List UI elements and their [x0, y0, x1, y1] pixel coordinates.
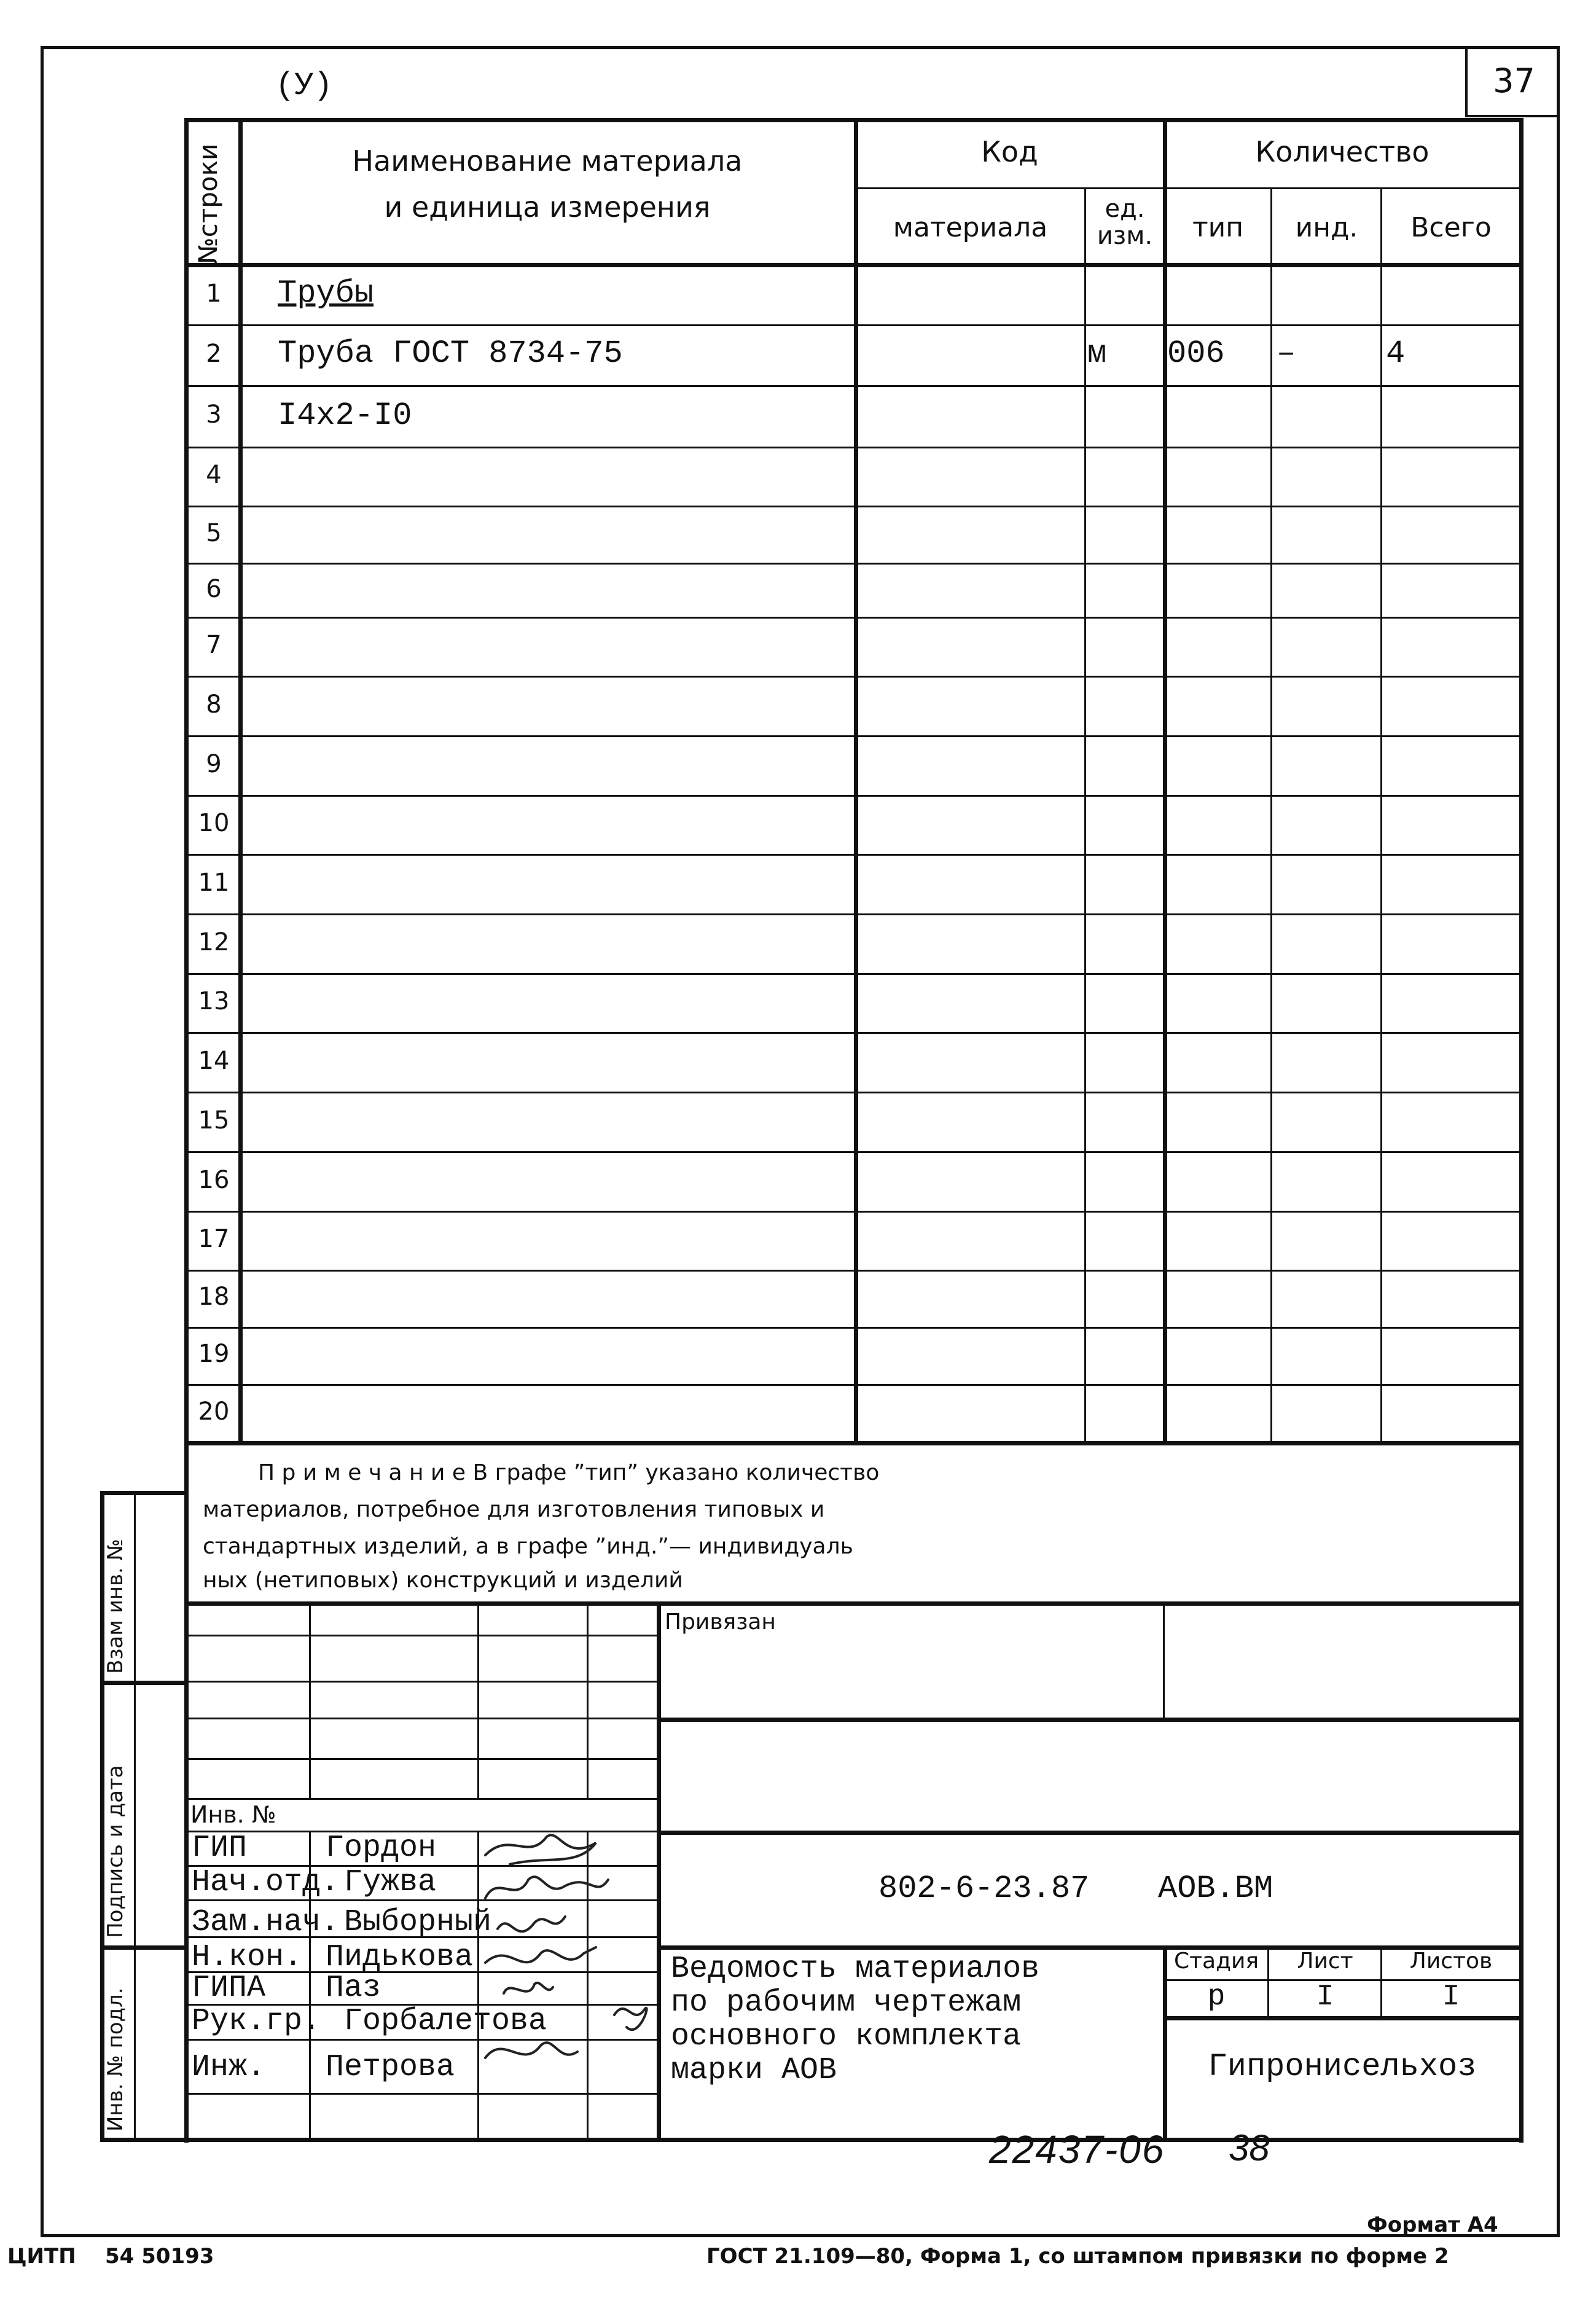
gost-reference: ГОСТ 21.109—80, Форма 1, со штампом привязки по форме 2 [706, 2244, 1449, 2269]
header-mid-line [854, 187, 1521, 189]
side-label-vzam: Взам инв. № [103, 1538, 128, 1674]
inv-no-label: Инв. № [190, 1801, 276, 1828]
row-number: 2 [206, 340, 222, 368]
staff-name: Горбалетова [344, 2004, 547, 2039]
row-line [184, 795, 1524, 797]
handwritten-code: 22437-06 [989, 2127, 1165, 2172]
row-ind: – [1277, 335, 1296, 372]
row-name: I4x2-I0 [278, 397, 412, 434]
table-right-border [1519, 118, 1524, 2143]
header-code-unit: ед. изм. [1097, 195, 1153, 250]
staff-role: Зам.нач. [192, 1905, 340, 1940]
title-line-2: по рабочим чертежам [671, 1985, 1022, 2020]
staff-role: Инж. [192, 2050, 266, 2085]
header-name-line1: Наименование материала [352, 144, 743, 178]
stamp-mid-divider [657, 1601, 661, 2138]
staff-row-line [184, 1798, 657, 1800]
staff-name: Гужва [344, 1865, 437, 1900]
page-number: 37 [1493, 61, 1535, 100]
document-mark: АОВ.ВМ [1158, 1871, 1273, 1907]
header-name-line2: и единица измерения [384, 190, 711, 224]
staff-role: Рук.гр. [192, 2004, 321, 2039]
row-number: 10 [198, 809, 230, 837]
row-number: 8 [206, 690, 222, 719]
header-quantity: Количество [1255, 135, 1430, 168]
header-row-number: №строки [193, 143, 223, 264]
stamp-top-line [184, 1601, 1524, 1606]
format-label: Формат А4 [1367, 2213, 1498, 2237]
side-label-podpis: Подпись и дата [103, 1765, 128, 1938]
col-line-ind-total [1380, 187, 1382, 1443]
row-number: 15 [198, 1106, 230, 1135]
row-line [184, 1092, 1524, 1093]
staff-name: Паз [326, 1971, 381, 2006]
row-number: 19 [198, 1340, 230, 1368]
staff-row-line [184, 1681, 657, 1683]
row-number: 4 [206, 461, 222, 489]
table-left-border [184, 118, 189, 2143]
signature-petrova [485, 2043, 577, 2058]
header-code: Код [981, 135, 1038, 168]
staff-row-line [184, 1718, 657, 1719]
stage-label: Стадия [1173, 1949, 1259, 1974]
staff-role: Н.кон. [192, 1940, 303, 1975]
signature-scribbles [473, 1831, 657, 2089]
signature-pidkova [485, 1947, 596, 1963]
row-number: 7 [206, 631, 222, 659]
row-line [184, 506, 1524, 507]
organization: Гипронисельхоз [1208, 2049, 1477, 2085]
side-strip-top [100, 1491, 186, 1495]
col-line-code-unit [1084, 187, 1086, 1443]
sheet-marker: (У) [275, 68, 333, 104]
row-line [184, 854, 1524, 856]
staff-role: ГИП [192, 1831, 248, 1866]
staff-row-line [184, 1635, 657, 1636]
staff-col-line [587, 1601, 589, 1798]
title-line-3: основного комплекта [671, 2019, 1022, 2054]
title-divider [1163, 1945, 1167, 2138]
row-line [184, 676, 1524, 678]
stage-value: р [1207, 1980, 1226, 2014]
staff-role: ГИПА [192, 1971, 266, 2006]
row-number: 1 [206, 280, 222, 308]
document-code: 802-6-23.87 [878, 1871, 1090, 1907]
row-name: Труба ГОСТ 8734-75 [278, 335, 623, 372]
side-strip-divider [100, 1681, 186, 1685]
row-type: 006 [1167, 335, 1225, 372]
row-number: 14 [198, 1047, 230, 1075]
row-number: 11 [198, 869, 230, 897]
row-total: 4 [1386, 335, 1406, 372]
staff-name: Петрова [326, 2050, 455, 2085]
header-qty-total: Всего [1410, 212, 1492, 243]
staff-name: Выборный [344, 1905, 492, 1940]
col-line-name [854, 118, 858, 1443]
sheets-label: Листов [1409, 1949, 1493, 1974]
staff-name: Пидькова [326, 1940, 474, 1975]
row-number: 5 [206, 519, 222, 547]
row-line [184, 913, 1524, 915]
row-line [184, 385, 1524, 387]
row-line [184, 447, 1524, 448]
stamp-bottom-line [100, 2138, 1524, 2142]
row-line [184, 563, 1524, 565]
signature-gordon [485, 1835, 596, 1864]
staff-row-line [184, 1758, 657, 1760]
note-line-4: ных (нетиповых) конструкций и изделий [203, 1568, 683, 1593]
staff-col-line [477, 1601, 479, 1798]
row-number: 9 [206, 750, 222, 778]
row-line [184, 1327, 1524, 1329]
row-number: 13 [198, 987, 230, 1015]
page-number-bottom [1465, 115, 1560, 117]
header-bottom-line [184, 263, 1524, 267]
title-line-1: Ведомость материалов [671, 1952, 1040, 1987]
row-line [184, 1151, 1524, 1153]
row-number: 12 [198, 928, 230, 956]
handwritten-page: 38 [1229, 2127, 1270, 2168]
staff-row-line [184, 2093, 657, 2095]
note-line-3: стандартных изделий, а в графе ”инд.”— индивидуаль [203, 1534, 853, 1559]
signature-guzhva [485, 1877, 608, 1898]
privyazan-divider [1163, 1601, 1165, 1718]
row-unit: м [1087, 335, 1107, 372]
header-qty-ind: инд. [1295, 212, 1358, 243]
row-name: Трубы [278, 275, 374, 311]
side-label-inv: Инв. № подл. [103, 1987, 128, 2132]
row-number: 16 [198, 1166, 230, 1194]
signature-gorbaletova [614, 2008, 647, 2030]
row-line [184, 735, 1524, 737]
row-number: 18 [198, 1283, 230, 1311]
header-qty-type: тип [1192, 212, 1243, 243]
sheets-value: I [1442, 1980, 1460, 2014]
note-line-1: П р и м е ч а н и е В графе ”тип” указано количество [258, 1460, 880, 1485]
page-number-divider [1465, 46, 1468, 117]
row-number: 3 [206, 401, 222, 429]
title-line-4: марки АОВ [671, 2053, 837, 2088]
header-code-material: материала [893, 212, 1048, 243]
col-line-qty [1163, 118, 1167, 1443]
side-strip-inner [134, 1491, 136, 2138]
row-line [184, 1032, 1524, 1034]
staff-col-line [309, 1601, 311, 1798]
signature-vybornyi [498, 1917, 565, 1931]
stage-bottom-line [1163, 2016, 1524, 2020]
row-number: 20 [198, 1398, 230, 1426]
row-line [184, 973, 1524, 975]
note-line-2: материалов, потребное для изготовления типовых и [203, 1497, 825, 1522]
table-bottom-line [184, 1441, 1524, 1445]
staff-name: Гордон [326, 1831, 437, 1866]
sheet-label: Лист [1297, 1949, 1353, 1974]
row-line [184, 1384, 1524, 1386]
col-line-type-ind [1270, 187, 1272, 1443]
stamp-right-line [657, 1831, 1524, 1835]
printer-code: ЦИТП 54 50193 [7, 2244, 214, 2269]
row-line [184, 617, 1524, 619]
row-number: 6 [206, 575, 222, 603]
row-line [184, 1270, 1524, 1272]
col-line-rowno [238, 118, 243, 1443]
sheet-value: I [1316, 1980, 1334, 2014]
row-line [184, 1211, 1524, 1213]
stamp-right-line [657, 1718, 1524, 1722]
side-strip-divider [100, 1945, 186, 1950]
staff-role: Нач.отд. [192, 1865, 340, 1900]
row-line [184, 324, 1524, 326]
row-number: 17 [198, 1225, 230, 1253]
privyazan-label: Привязан [665, 1609, 776, 1635]
signature-paz [504, 1983, 553, 1993]
